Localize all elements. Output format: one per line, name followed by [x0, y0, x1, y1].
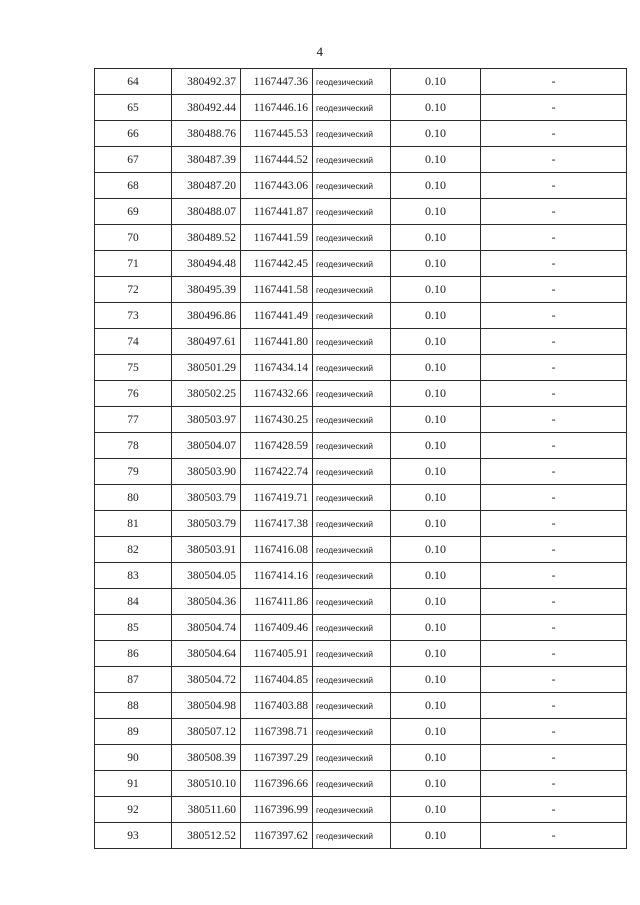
method-cell: геодезический	[313, 407, 391, 433]
table-row	[95, 823, 627, 849]
x-coordinate-cell: 380494.48	[172, 251, 241, 277]
y-coordinate-cell: 1167446.16	[241, 95, 313, 121]
extra-cell: -	[481, 121, 627, 147]
y-coordinate-cell: 1167409.46	[241, 615, 313, 641]
extra-cell: -	[481, 667, 627, 693]
x-coordinate-cell: 380492.37	[172, 69, 241, 95]
table-row	[95, 615, 627, 641]
method-cell: геодезический	[313, 225, 391, 251]
y-coordinate-cell: 1167430.25	[241, 407, 313, 433]
table-row	[95, 433, 627, 459]
accuracy-cell: 0.10	[391, 537, 481, 563]
y-coordinate-cell: 1167441.87	[241, 199, 313, 225]
accuracy-cell: 0.10	[391, 277, 481, 303]
x-coordinate-cell: 380508.39	[172, 745, 241, 771]
y-coordinate-cell: 1167405.91	[241, 641, 313, 667]
extra-cell: -	[481, 745, 627, 771]
table-row	[95, 381, 627, 407]
point-number-cell: 88	[95, 693, 172, 719]
extra-cell: -	[481, 69, 627, 95]
x-coordinate-cell: 380503.79	[172, 511, 241, 537]
method-cell: геодезический	[313, 147, 391, 173]
x-coordinate-cell: 380512.52	[172, 823, 241, 849]
coordinates-table	[94, 68, 627, 849]
y-coordinate-cell: 1167396.99	[241, 797, 313, 823]
method-cell: геодезический	[313, 615, 391, 641]
point-number-cell: 93	[95, 823, 172, 849]
table-row	[95, 147, 627, 173]
method-cell: геодезический	[313, 693, 391, 719]
point-number-cell: 87	[95, 667, 172, 693]
table-row	[95, 303, 627, 329]
table-row	[95, 511, 627, 537]
extra-cell: -	[481, 537, 627, 563]
table-row	[95, 719, 627, 745]
accuracy-cell: 0.10	[391, 797, 481, 823]
point-number-cell: 65	[95, 95, 172, 121]
table-row	[95, 537, 627, 563]
y-coordinate-cell: 1167441.59	[241, 225, 313, 251]
accuracy-cell: 0.10	[391, 355, 481, 381]
accuracy-cell: 0.10	[391, 303, 481, 329]
accuracy-cell: 0.10	[391, 95, 481, 121]
point-number-cell: 71	[95, 251, 172, 277]
method-cell: геодезический	[313, 433, 391, 459]
y-coordinate-cell: 1167403.88	[241, 693, 313, 719]
accuracy-cell: 0.10	[391, 173, 481, 199]
extra-cell: -	[481, 797, 627, 823]
x-coordinate-cell: 380489.52	[172, 225, 241, 251]
x-coordinate-cell: 380504.64	[172, 641, 241, 667]
extra-cell: -	[481, 251, 627, 277]
point-number-cell: 92	[95, 797, 172, 823]
accuracy-cell: 0.10	[391, 641, 481, 667]
x-coordinate-cell: 380487.39	[172, 147, 241, 173]
y-coordinate-cell: 1167442.45	[241, 251, 313, 277]
accuracy-cell: 0.10	[391, 823, 481, 849]
method-cell: геодезический	[313, 121, 391, 147]
x-coordinate-cell: 380488.07	[172, 199, 241, 225]
x-coordinate-cell: 380503.79	[172, 485, 241, 511]
extra-cell: -	[481, 303, 627, 329]
y-coordinate-cell: 1167419.71	[241, 485, 313, 511]
method-cell: геодезический	[313, 303, 391, 329]
point-number-cell: 82	[95, 537, 172, 563]
table-row	[95, 199, 627, 225]
accuracy-cell: 0.10	[391, 719, 481, 745]
y-coordinate-cell: 1167444.52	[241, 147, 313, 173]
table-row	[95, 771, 627, 797]
table-row	[95, 225, 627, 251]
table-row	[95, 407, 627, 433]
extra-cell: -	[481, 225, 627, 251]
y-coordinate-cell: 1167441.80	[241, 329, 313, 355]
table-row	[95, 69, 627, 95]
accuracy-cell: 0.10	[391, 511, 481, 537]
extra-cell: -	[481, 381, 627, 407]
accuracy-cell: 0.10	[391, 459, 481, 485]
method-cell: геодезический	[313, 823, 391, 849]
y-coordinate-cell: 1167398.71	[241, 719, 313, 745]
extra-cell: -	[481, 147, 627, 173]
accuracy-cell: 0.10	[391, 381, 481, 407]
extra-cell: -	[481, 277, 627, 303]
point-number-cell: 79	[95, 459, 172, 485]
accuracy-cell: 0.10	[391, 485, 481, 511]
table-row	[95, 251, 627, 277]
table-row	[95, 563, 627, 589]
extra-cell: -	[481, 173, 627, 199]
y-coordinate-cell: 1167447.36	[241, 69, 313, 95]
point-number-cell: 91	[95, 771, 172, 797]
coordinates-table-body	[95, 69, 627, 849]
x-coordinate-cell: 380504.36	[172, 589, 241, 615]
method-cell: геодезический	[313, 381, 391, 407]
y-coordinate-cell: 1167432.66	[241, 381, 313, 407]
method-cell: геодезический	[313, 771, 391, 797]
point-number-cell: 75	[95, 355, 172, 381]
extra-cell: -	[481, 589, 627, 615]
method-cell: геодезический	[313, 459, 391, 485]
y-coordinate-cell: 1167411.86	[241, 589, 313, 615]
point-number-cell: 78	[95, 433, 172, 459]
extra-cell: -	[481, 823, 627, 849]
accuracy-cell: 0.10	[391, 251, 481, 277]
x-coordinate-cell: 380492.44	[172, 95, 241, 121]
accuracy-cell: 0.10	[391, 433, 481, 459]
accuracy-cell: 0.10	[391, 667, 481, 693]
method-cell: геодезический	[313, 511, 391, 537]
point-number-cell: 85	[95, 615, 172, 641]
point-number-cell: 83	[95, 563, 172, 589]
extra-cell: -	[481, 459, 627, 485]
point-number-cell: 77	[95, 407, 172, 433]
method-cell: геодезический	[313, 563, 391, 589]
point-number-cell: 73	[95, 303, 172, 329]
y-coordinate-cell: 1167441.58	[241, 277, 313, 303]
table-row	[95, 95, 627, 121]
y-coordinate-cell: 1167404.85	[241, 667, 313, 693]
accuracy-cell: 0.10	[391, 745, 481, 771]
x-coordinate-cell: 380510.10	[172, 771, 241, 797]
y-coordinate-cell: 1167396.66	[241, 771, 313, 797]
accuracy-cell: 0.10	[391, 69, 481, 95]
x-coordinate-cell: 380503.97	[172, 407, 241, 433]
accuracy-cell: 0.10	[391, 329, 481, 355]
extra-cell: -	[481, 719, 627, 745]
method-cell: геодезический	[313, 667, 391, 693]
extra-cell: -	[481, 407, 627, 433]
accuracy-cell: 0.10	[391, 199, 481, 225]
x-coordinate-cell: 380511.60	[172, 797, 241, 823]
method-cell: геодезический	[313, 355, 391, 381]
point-number-cell: 72	[95, 277, 172, 303]
extra-cell: -	[481, 199, 627, 225]
extra-cell: -	[481, 511, 627, 537]
accuracy-cell: 0.10	[391, 589, 481, 615]
method-cell: геодезический	[313, 329, 391, 355]
extra-cell: -	[481, 329, 627, 355]
point-number-cell: 67	[95, 147, 172, 173]
x-coordinate-cell: 380504.98	[172, 693, 241, 719]
point-number-cell: 64	[95, 69, 172, 95]
method-cell: геодезический	[313, 589, 391, 615]
x-coordinate-cell: 380504.72	[172, 667, 241, 693]
point-number-cell: 84	[95, 589, 172, 615]
table-row	[95, 173, 627, 199]
method-cell: геодезический	[313, 719, 391, 745]
method-cell: геодезический	[313, 251, 391, 277]
x-coordinate-cell: 380507.12	[172, 719, 241, 745]
method-cell: геодезический	[313, 95, 391, 121]
table-row	[95, 355, 627, 381]
y-coordinate-cell: 1167434.14	[241, 355, 313, 381]
point-number-cell: 76	[95, 381, 172, 407]
accuracy-cell: 0.10	[391, 225, 481, 251]
table-row	[95, 667, 627, 693]
extra-cell: -	[481, 693, 627, 719]
y-coordinate-cell: 1167443.06	[241, 173, 313, 199]
accuracy-cell: 0.10	[391, 147, 481, 173]
page-number: 4	[316, 44, 324, 59]
method-cell: геодезический	[313, 485, 391, 511]
y-coordinate-cell: 1167397.29	[241, 745, 313, 771]
x-coordinate-cell: 380504.07	[172, 433, 241, 459]
point-number-cell: 70	[95, 225, 172, 251]
method-cell: геодезический	[313, 745, 391, 771]
x-coordinate-cell: 380495.39	[172, 277, 241, 303]
point-number-cell: 66	[95, 121, 172, 147]
x-coordinate-cell: 380488.76	[172, 121, 241, 147]
x-coordinate-cell: 380501.29	[172, 355, 241, 381]
accuracy-cell: 0.10	[391, 563, 481, 589]
point-number-cell: 86	[95, 641, 172, 667]
x-coordinate-cell: 380504.74	[172, 615, 241, 641]
table-row	[95, 329, 627, 355]
y-coordinate-cell: 1167422.74	[241, 459, 313, 485]
point-number-cell: 69	[95, 199, 172, 225]
method-cell: геодезический	[313, 173, 391, 199]
point-number-cell: 89	[95, 719, 172, 745]
point-number-cell: 68	[95, 173, 172, 199]
accuracy-cell: 0.10	[391, 121, 481, 147]
y-coordinate-cell: 1167397.62	[241, 823, 313, 849]
table-row	[95, 121, 627, 147]
table-row	[95, 693, 627, 719]
x-coordinate-cell: 380502.25	[172, 381, 241, 407]
y-coordinate-cell: 1167445.53	[241, 121, 313, 147]
accuracy-cell: 0.10	[391, 771, 481, 797]
y-coordinate-cell: 1167441.49	[241, 303, 313, 329]
extra-cell: -	[481, 641, 627, 667]
y-coordinate-cell: 1167417.38	[241, 511, 313, 537]
extra-cell: -	[481, 563, 627, 589]
table-row	[95, 459, 627, 485]
table-row	[95, 797, 627, 823]
method-cell: геодезический	[313, 277, 391, 303]
table-row	[95, 745, 627, 771]
x-coordinate-cell: 380497.61	[172, 329, 241, 355]
extra-cell: -	[481, 433, 627, 459]
extra-cell: -	[481, 485, 627, 511]
method-cell: геодезический	[313, 537, 391, 563]
x-coordinate-cell: 380496.86	[172, 303, 241, 329]
table-row	[95, 277, 627, 303]
y-coordinate-cell: 1167414.16	[241, 563, 313, 589]
table-row	[95, 485, 627, 511]
extra-cell: -	[481, 615, 627, 641]
accuracy-cell: 0.10	[391, 615, 481, 641]
extra-cell: -	[481, 95, 627, 121]
method-cell: геодезический	[313, 199, 391, 225]
y-coordinate-cell: 1167416.08	[241, 537, 313, 563]
x-coordinate-cell: 380504.05	[172, 563, 241, 589]
extra-cell: -	[481, 355, 627, 381]
accuracy-cell: 0.10	[391, 407, 481, 433]
extra-cell: -	[481, 771, 627, 797]
point-number-cell: 81	[95, 511, 172, 537]
method-cell: геодезический	[313, 797, 391, 823]
table-row	[95, 589, 627, 615]
method-cell: геодезический	[313, 641, 391, 667]
y-coordinate-cell: 1167428.59	[241, 433, 313, 459]
point-number-cell: 90	[95, 745, 172, 771]
x-coordinate-cell: 380503.90	[172, 459, 241, 485]
method-cell: геодезический	[313, 69, 391, 95]
point-number-cell: 80	[95, 485, 172, 511]
accuracy-cell: 0.10	[391, 693, 481, 719]
point-number-cell: 74	[95, 329, 172, 355]
table-row	[95, 641, 627, 667]
x-coordinate-cell: 380487.20	[172, 173, 241, 199]
x-coordinate-cell: 380503.91	[172, 537, 241, 563]
